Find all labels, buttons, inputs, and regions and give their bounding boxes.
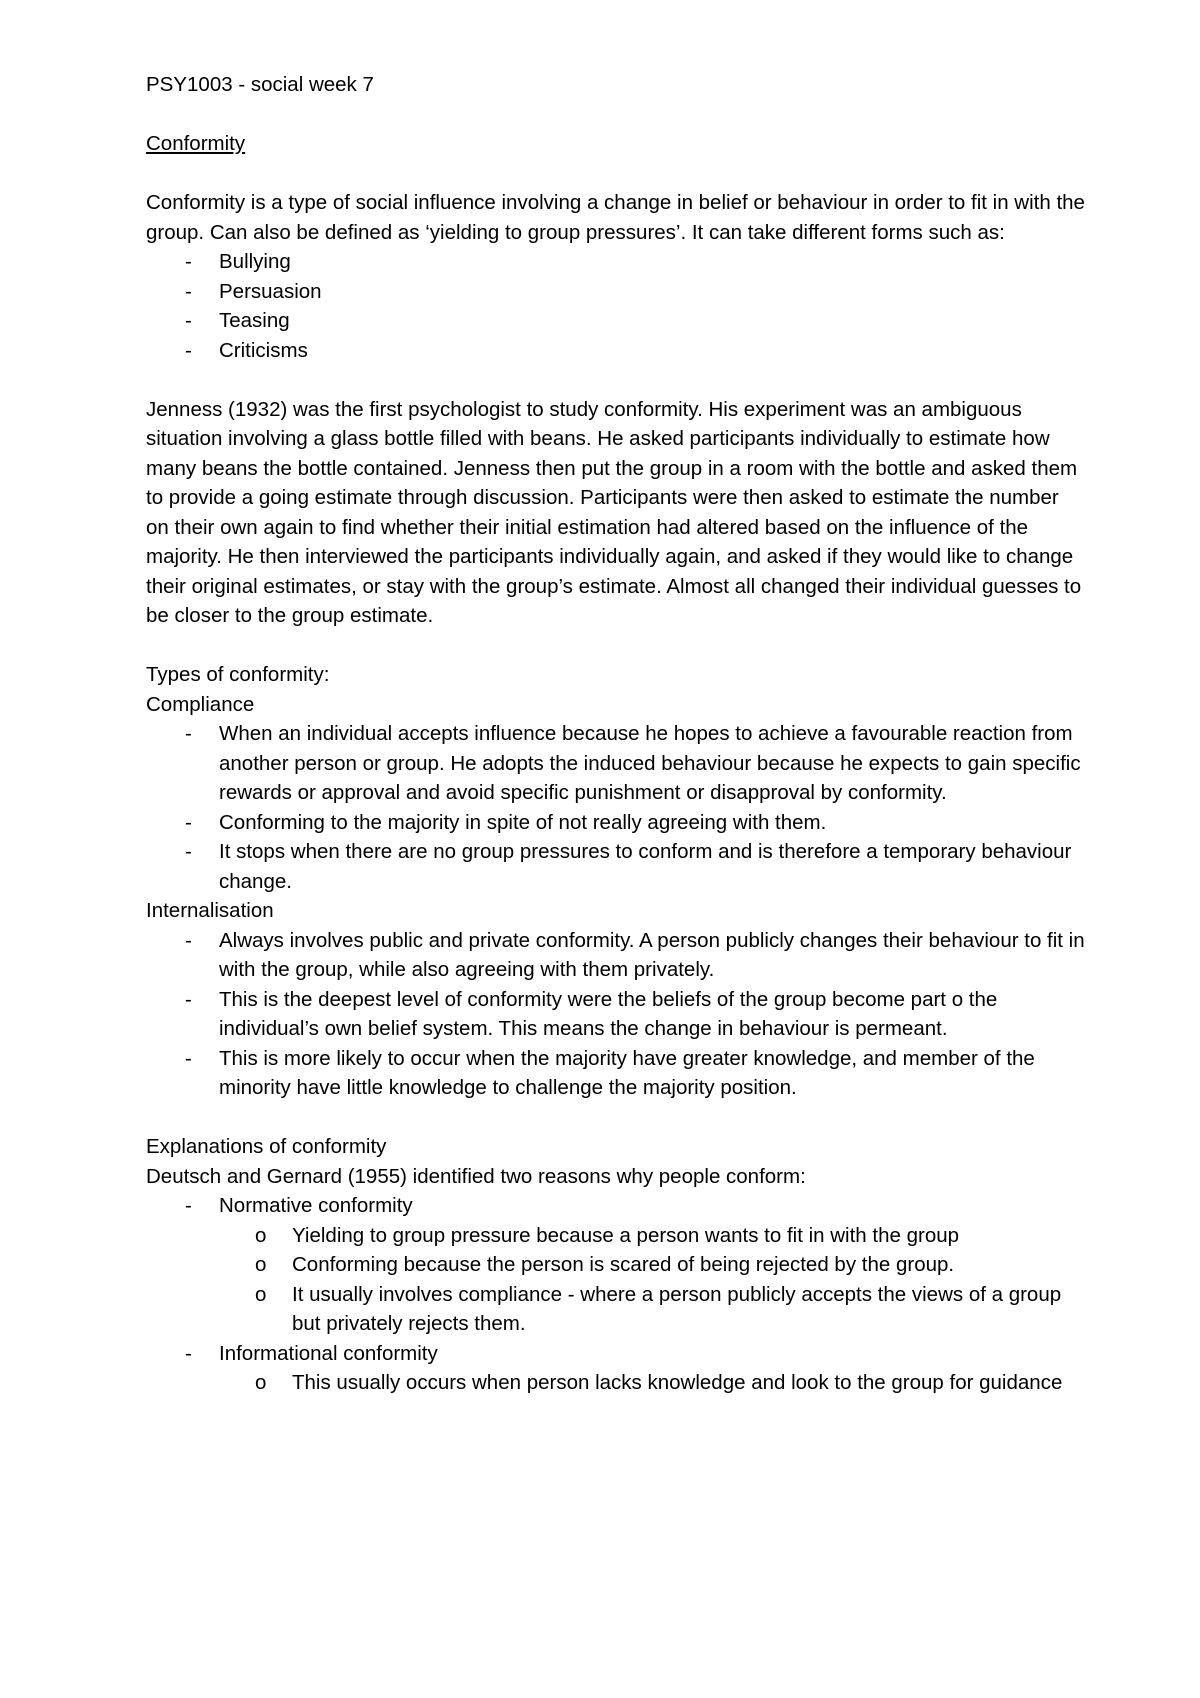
list-item-normative — [146, 1191, 1086, 1339]
list-item: - Bullying — [146, 247, 1086, 277]
document-page — [146, 70, 1086, 1398]
conformity-definition: Conformity is a type of social influence involving a change in belief or behaviour in order to fit in with the group. Can also be defined as ‘yielding to group pressures’. It can take different forms such as: — [146, 191, 1085, 244]
conformity-forms-list — [146, 247, 1086, 365]
sub-list-item: o It usually involves compliance - where a person publicly accepts the views of a group but privately rejects them. — [219, 1280, 1086, 1339]
list-item-informational — [146, 1339, 1086, 1398]
explanations-intro: Deutsch and Gernard (1955) identified two reasons why people conform: — [146, 1164, 806, 1188]
normative-sublist — [219, 1221, 1086, 1339]
compliance-label: Compliance — [146, 692, 255, 716]
list-item: - Criticisms — [146, 336, 1086, 366]
spacer — [146, 159, 1086, 189]
document-header: PSY1003 - social week 7 — [146, 73, 374, 96]
list-item: - It stops when there are no group pressures to conform and is therefore a temporary behaviour change. — [146, 837, 1086, 896]
sub-list-item: o This usually occurs when person lacks knowledge and look to the group for guidance — [219, 1368, 1086, 1398]
types-heading: Types of conformity: — [146, 663, 330, 686]
internalisation-list — [146, 926, 1086, 1103]
list-item: - This is more likely to occur when the majority have greater knowledge, and member of the minority have little knowledge to challenge the majority position. — [146, 1044, 1086, 1103]
explanations-heading: Explanations of conformity — [146, 1135, 387, 1158]
informational-sublist — [219, 1368, 1086, 1398]
list-item: - Teasing — [146, 306, 1086, 336]
sub-list-item: o Conforming because the person is scared of being rejected by the group. — [219, 1250, 1086, 1280]
spacer — [146, 631, 1086, 661]
spacer — [146, 1103, 1086, 1133]
section-heading-conformity: Conformity — [146, 132, 246, 155]
internalisation-label: Internalisation — [146, 899, 274, 922]
list-item: - Conforming to the majority in spite of not really agreeing with them. — [146, 808, 1086, 838]
explanations-list — [146, 1191, 1086, 1398]
spacer — [146, 365, 1086, 395]
list-item: - This is the deepest level of conformity were the beliefs of the group become part o the individual’s own belief system. This means the change in behaviour is permeant. — [146, 985, 1086, 1044]
jenness-paragraph: Jenness (1932) was the first psychologist to study conformity. His experiment was an ambiguous situation involving a glass bottle filled with beans. He asked participants individually to estimate how many beans the bottle contained. Jenness then put the group in a room with the bottle and asked them to provide a going estimate through discussion. Participants were then asked to estimate the number on their own again to find whether their initial estimation had altered based on the influence of the majority. He then interviewed the participants individually again, and asked if they would like to change their original estimates, or stay with the group’s estimate. Almost all changed their individual guesses to be closer to the group estimate. — [146, 397, 1082, 627]
compliance-list — [146, 719, 1086, 896]
sub-list-item: o Yielding to group pressure because a person wants to fit in with the group — [219, 1221, 1086, 1251]
normative-label: Normative conformity — [219, 1194, 413, 1217]
list-item: - Always involves public and private conformity. A person publicly changes their behaviour to fit in with the group, while also agreeing with them privately. — [146, 926, 1086, 985]
spacer — [146, 100, 1086, 130]
list-item: - Persuasion — [146, 277, 1086, 307]
list-item: - When an individual accepts influence because he hopes to achieve a favourable reaction from another person or group. He adopts the induced behaviour because he expects to gain specific rewards or approval and avoid specific punishment or disapproval by conformity. — [146, 719, 1086, 808]
informational-label: Informational conformity — [219, 1341, 438, 1365]
